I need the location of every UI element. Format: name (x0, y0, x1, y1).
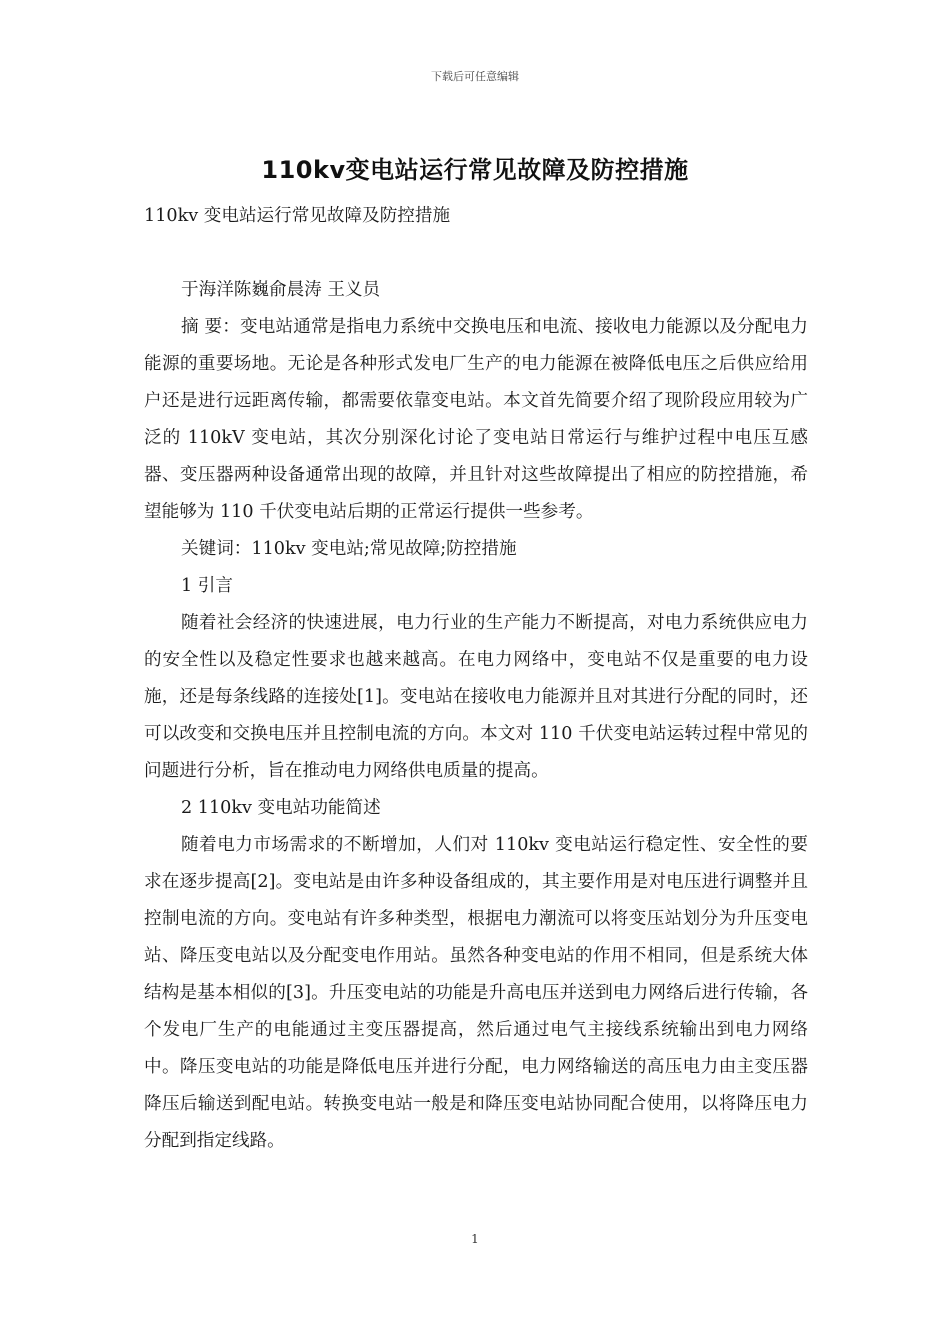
section-1-paragraph: 随着社会经济的快速进展，电力行业的生产能力不断提高，对电力系统供应电力的安全性以及稳定性要求也越来越高。在电力网络中，变电站不仅是重要的电力设施，还是每条线路的连接处[1]。变电站在接收电力能源并且对其进行分配的同时，还可以改变和交换电压并且控制电流的方向。本文对 110 千伏变电站运转过程中常见的问题进行分析，旨在推动电力网络供电质量的提高。 (144, 613, 808, 781)
abstract-paragraph: 摘 要：变电站通常是指电力系统中交换电压和电流、接收电力能源以及分配电力能源的重要场地。无论是各种形式发电厂生产的电力能源在被降低电压之后供应给用户还是进行远距离传输，都需要依靠变电站。本文首先简要介绍了现阶段应用较为广泛的 110kV 变电站，其次分别深化讨论了变电站日常运行与维护过程中电压互感器、变压器两种设备通常出现的故障，并且针对这些故障提出了相应的防控措施，希望能够为 110 千伏变电站后期的正常运行提供一些参考。 (144, 317, 808, 522)
document-body (144, 198, 808, 1160)
section-1-heading: 1 引言 (181, 576, 233, 596)
author-line: 于海洋陈巍俞晨涛 王义员 (181, 280, 381, 300)
blank-line (144, 235, 808, 272)
keywords-line: 关键词：110kv 变电站;常见故障;防控措施 (181, 539, 517, 559)
header-note: 下载后可任意编辑 (431, 70, 519, 83)
document-subtitle: 110kv 变电站运行常见故障及防控措施 (144, 206, 451, 226)
document-title: 110kv变电站运行常见故障及防控措施 (261, 156, 689, 184)
page-number: 1 (471, 1232, 479, 1246)
section-2-heading: 2 110kv 变电站功能简述 (181, 798, 381, 818)
section-2-paragraph: 随着电力市场需求的不断增加，人们对 110kv 变电站运行稳定性、安全性的要求在逐步提高[2]。变电站是由许多种设备组成的，其主要作用是对电压进行调整并且控制电流的方向。变电站有许多种类型，根据电力潮流可以将变压站划分为升压变电站、降压变电站以及分配变电作用站。虽然各种变电站的作用不相同，但是系统大体结构是基本相似的[3]。升压变电站的功能是升高电压并送到电力网络后进行传输，各个发电厂生产的电能通过主变压器提高，然后通过电气主接线系统输出到电力网络中。降压变电站的功能是降低电压并进行分配，电力网络输送的高压电力由主变压器降压后输送到配电站。转换变电站一般是和降压变电站协同配合使用，以将降压电力分配到指定线路。 (144, 835, 808, 1151)
